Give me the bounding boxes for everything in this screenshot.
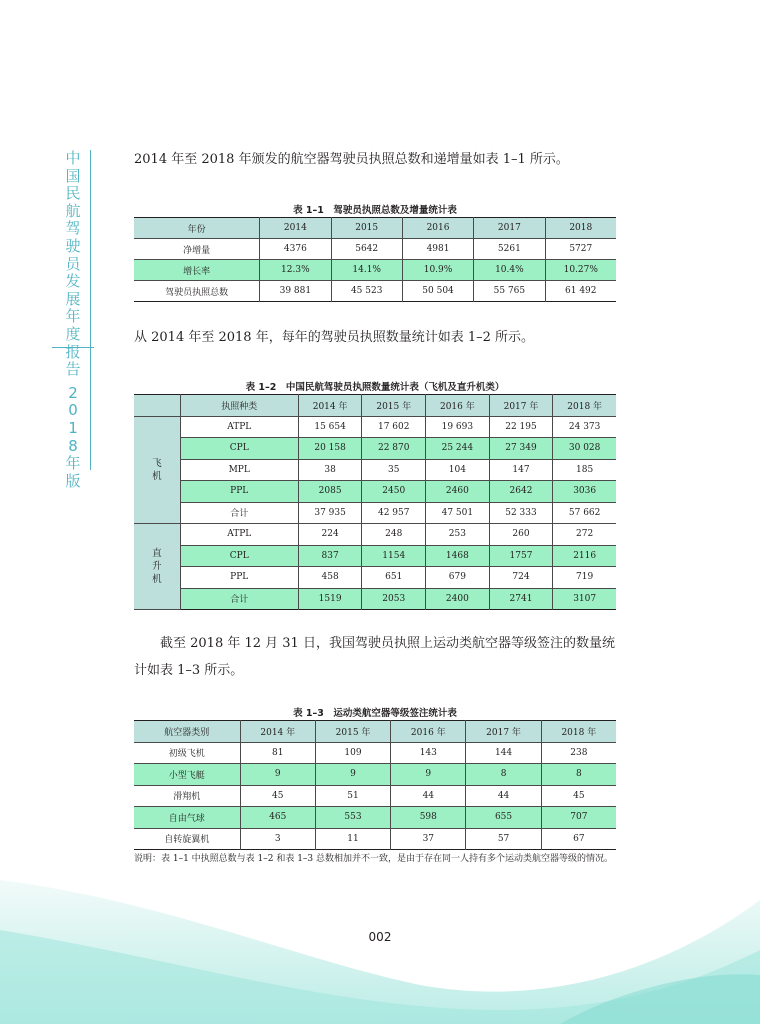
sidebar-char: 员 [65,254,81,273]
table-header-cell: 2018 [545,218,616,239]
table-cell: 147 [489,459,553,481]
table2-caption: 表 1–2 中国民航驾驶员执照数量统计表（飞机及直升机类） [245,382,505,393]
sidebar-char: 报 [65,342,81,361]
table-header-cell: 2017 年 [466,721,541,743]
table-row [134,502,616,524]
table-cell: 724 [489,567,553,589]
table-header-row [134,721,616,743]
table-row [134,828,616,850]
table-cell: 598 [391,807,466,829]
table2 [134,394,616,610]
table-row [134,764,616,786]
table-cell: 44 [466,785,541,807]
table-cell: 81 [240,742,315,764]
intro-paragraph-3: 截至 2018 年 12 月 31 日，我国驾驶员执照上运动类航空器等级签注的数量统计如表 1–3 所示。 [134,636,615,678]
table-cell: 15 654 [298,416,362,438]
table-cell: 20 158 [298,438,362,460]
table-header-row [134,218,616,239]
table-cell: 465 [240,807,315,829]
table-header-cell: 2018 年 [541,721,616,743]
table-header-cell: 2017 [474,218,545,239]
table-cell: 净增量 [134,239,260,260]
table-cell: 合计 [180,588,298,610]
sidebar-char: 发 [65,272,81,291]
table-cell: 9 [315,764,390,786]
table-cell: 248 [362,524,426,546]
table-cell: 185 [553,459,616,481]
table-row [134,281,616,302]
table-header-cell: 2014 [260,218,331,239]
table-row [134,807,616,829]
page-number: 002 [368,930,392,944]
table-header-cell [134,395,180,417]
table-cell: 8 [466,764,541,786]
table-cell: 10.9% [402,260,473,281]
table-cell: 1757 [489,545,553,567]
table-cell: 25 244 [426,438,490,460]
table-cell: 17 602 [362,416,426,438]
sidebar-char: 2 [68,383,78,402]
table-cell: 27 349 [489,438,553,460]
table-cell: 22 870 [362,438,426,460]
table-cell: 2460 [426,481,490,503]
table-header-cell: 2016 年 [391,721,466,743]
table-cell: 272 [553,524,616,546]
table-cell: 47 501 [426,502,490,524]
table-header-cell: 2016 年 [426,395,490,417]
table-cell: 2741 [489,588,553,610]
table-cell: 小型飞艇 [134,764,240,786]
table-cell: 4376 [260,239,331,260]
sidebar-char: 度 [65,324,81,343]
table-row [134,459,616,481]
table-cell: 38 [298,459,362,481]
table-cell: 8 [541,764,616,786]
sidebar-char: 驶 [65,236,81,255]
table-row [134,588,616,610]
table-cell: 自由气球 [134,807,240,829]
sidebar-char: 年 [65,307,81,326]
table-cell: ATPL [180,524,298,546]
table-cell: 50 504 [402,281,473,302]
table-cell: 39 881 [260,281,331,302]
sidebar-char: 航 [65,201,81,220]
table-cell: 61 492 [545,281,616,302]
sidebar-char: 民 [65,184,81,203]
table-group-label [134,416,180,524]
table-note: 说明：表 1–1 中执照总数与表 1–2 和表 1–3 总数相加并不一致，是由于存在同一人持有多个运动类航空器等级的情况。 [134,854,614,864]
table-header-cell: 2014 年 [298,395,362,417]
table-cell: 260 [489,524,553,546]
table-cell: 22 195 [489,416,553,438]
table-cell: CPL [180,438,298,460]
table-cell: 2450 [362,481,426,503]
table-row [134,742,616,764]
table-cell: 3 [240,828,315,850]
table-cell: 2053 [362,588,426,610]
table-cell: 553 [315,807,390,829]
table-row [134,239,616,260]
table-cell: ATPL [180,416,298,438]
intro-paragraph-2: 从 2014 年至 2018 年，每年的驾驶员执照数量统计如表 1–2 所示。 [134,330,535,345]
table-cell: 2116 [553,545,616,567]
table-header-cell: 年份 [134,218,260,239]
table-header-row [134,395,616,417]
table-row [134,481,616,503]
table-cell: 143 [391,742,466,764]
table-cell: 458 [298,567,362,589]
sidebar-char: 1 [68,418,78,437]
table-cell: 初级飞机 [134,742,240,764]
table-cell: 5642 [331,239,402,260]
sidebar-char: 8 [68,436,78,455]
table3 [134,720,616,850]
sidebar-char: 版 [65,471,81,490]
table3-caption: 表 1–3 运动类航空器等级签注统计表 [293,708,457,719]
table-cell: 增长率 [134,260,260,281]
table-cell: 9 [240,764,315,786]
table-cell: 253 [426,524,490,546]
sidebar-char: 年 [65,454,81,473]
table-cell: 707 [541,807,616,829]
table1-caption: 表 1–1 驾驶员执照总数及增量统计表 [293,205,457,216]
table-header-cell: 2017 年 [489,395,553,417]
group-label-char: 直 [152,548,162,559]
table-cell: PPL [180,481,298,503]
table-cell: 57 662 [553,502,616,524]
table-cell: 19 693 [426,416,490,438]
sidebar-char: 中 [65,149,81,167]
sidebar-char: 0 [68,401,78,420]
sidebar-char: 告 [65,360,81,379]
table-group-label [134,524,180,610]
table-cell: 驾驶员执照总数 [134,281,260,302]
table-cell: 37 935 [298,502,362,524]
table-cell: 1468 [426,545,490,567]
table-cell: 37 [391,828,466,850]
sidebar-char: 国 [65,166,81,185]
table-cell: 10.4% [474,260,545,281]
table-cell: 11 [315,828,390,850]
table-header-cell: 2015 年 [362,395,426,417]
table-cell: 14.1% [331,260,402,281]
table-cell: PPL [180,567,298,589]
table-cell: 自转旋翼机 [134,828,240,850]
table-cell: 滑翔机 [134,785,240,807]
group-label-char: 升 [152,561,162,572]
table-cell: 837 [298,545,362,567]
table-header-cell: 航空器类别 [134,721,240,743]
table-cell: 238 [541,742,616,764]
table-cell: 1519 [298,588,362,610]
table-cell: 2400 [426,588,490,610]
group-label-char: 飞 [152,457,162,469]
table-cell: 5727 [545,239,616,260]
table-row [134,545,616,567]
table-cell: 35 [362,459,426,481]
table-cell: 2085 [298,481,362,503]
table-cell: 1154 [362,545,426,567]
table-cell: 144 [466,742,541,764]
table-cell: 52 333 [489,502,553,524]
table-cell: 44 [391,785,466,807]
table-cell: 3107 [553,588,616,610]
table-cell: 10.27% [545,260,616,281]
intro-paragraph-1: 2014 年至 2018 年颁发的航空器驾驶员执照总数和递增量如表 1–1 所示。 [134,152,569,167]
table-row [134,785,616,807]
sidebar-char: 展 [65,289,81,308]
table-row [134,416,616,438]
table-cell: 9 [391,764,466,786]
table-cell: 3036 [553,481,616,503]
table-cell: MPL [180,459,298,481]
table-cell: 30 028 [553,438,616,460]
table-header-cell: 2014 年 [240,721,315,743]
table1 [134,217,616,302]
table-cell: 719 [553,567,616,589]
table-row [134,524,616,546]
table-cell: 55 765 [474,281,545,302]
table-row [134,260,616,281]
table-cell: 12.3% [260,260,331,281]
group-label-char: 机 [152,470,162,482]
table-cell: 5261 [474,239,545,260]
table-cell: 45 [240,785,315,807]
group-label-char: 机 [152,574,162,585]
sidebar-char: 驾 [65,219,81,238]
table-cell: 679 [426,567,490,589]
table-row [134,567,616,589]
table-header-cell: 2015 [331,218,402,239]
table-cell: 224 [298,524,362,546]
table-cell: 2642 [489,481,553,503]
table-cell: 24 373 [553,416,616,438]
table-cell: 104 [426,459,490,481]
table-header-cell: 执照种类 [180,395,298,417]
table-cell: 651 [362,567,426,589]
table-cell: 45 523 [331,281,402,302]
table-header-cell: 2016 [402,218,473,239]
table-cell: 57 [466,828,541,850]
table-header-cell: 2018 年 [553,395,616,417]
table-row [134,438,616,460]
table-cell: 4981 [402,239,473,260]
table-cell: 45 [541,785,616,807]
table-cell: CPL [180,545,298,567]
table-cell: 67 [541,828,616,850]
table-header-cell: 2015 年 [315,721,390,743]
table-cell: 655 [466,807,541,829]
table-cell: 42 957 [362,502,426,524]
table-cell: 合计 [180,502,298,524]
table-cell: 51 [315,785,390,807]
table-cell: 109 [315,742,390,764]
